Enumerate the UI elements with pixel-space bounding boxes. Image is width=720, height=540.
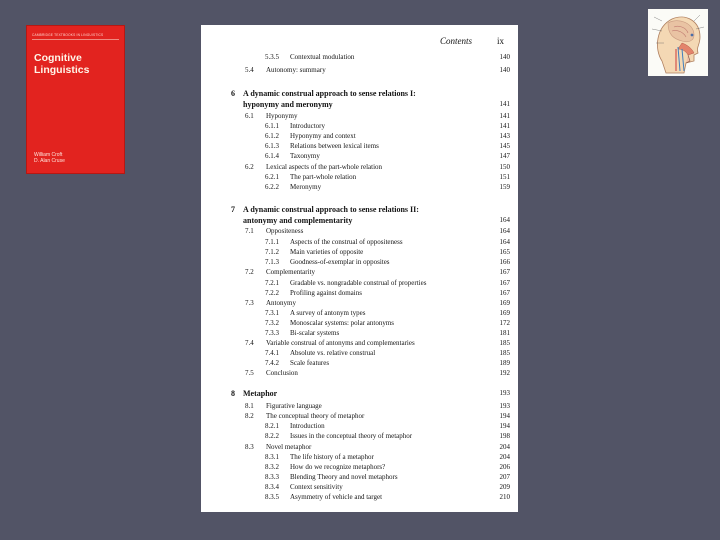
toc-entry-page: 164	[499, 238, 510, 246]
toc-entry-title: How do we recognize metaphors?	[290, 463, 386, 471]
toc-entry-number: 7.4	[245, 339, 254, 347]
toc-entry-title: Introductory	[290, 122, 325, 130]
toc-entry-page: 169	[499, 309, 510, 317]
running-header-page-numeral: ix	[497, 36, 505, 46]
toc-entry-number: 8.2	[245, 412, 254, 420]
toc-entry-title: Relations between lexical items	[290, 142, 379, 150]
toc-entry-number: 6.2	[245, 163, 254, 171]
cover-authors	[34, 152, 65, 164]
toc-entry-page: 194	[499, 422, 510, 430]
toc-entry-number: 8	[231, 389, 235, 398]
book-cover-image	[27, 26, 124, 173]
toc-entry-number: 6.1.4	[265, 152, 279, 160]
toc-entry-title: Issues in the conceptual theory of metaphor	[290, 432, 413, 440]
toc-entry-title: Main varieties of opposite	[290, 248, 364, 256]
toc-entry-title: Hyponymy and context	[290, 132, 356, 140]
toc-entry-title: hyponymy and meronymy	[243, 100, 333, 109]
toc-entry-page: 204	[499, 443, 510, 451]
toc-entry-title: Scale features	[290, 359, 330, 367]
toc-entry-page: 198	[499, 432, 510, 440]
toc-entry-number: 8.3.1	[265, 453, 279, 461]
toc-entry-page: 147	[499, 152, 510, 160]
toc-entry-title: Meronymy	[290, 183, 322, 191]
toc-entry-title: A survey of antonym types	[290, 309, 366, 317]
toc-entry-number: 8.3	[245, 443, 254, 451]
toc-entry-page: 151	[499, 173, 510, 181]
toc-entry-number: 7.3.1	[265, 309, 279, 317]
toc-entry-title: Contextual modulation	[290, 53, 355, 61]
toc-entry-page: 141	[499, 112, 510, 120]
toc-entry-title: Complementarity	[266, 268, 315, 276]
toc-entry-page: 145	[499, 142, 510, 150]
toc-entry-page: 204	[499, 453, 510, 461]
toc-entry-number: 7.5	[245, 369, 254, 377]
toc-entry-page: 209	[499, 483, 510, 491]
toc-entry-title: Blending Theory and novel metaphors	[290, 473, 398, 481]
toc-entry-page: 164	[499, 227, 510, 235]
toc-entry-number: 7.1	[245, 227, 254, 235]
toc-entry-number: 6.2.2	[265, 183, 279, 191]
toc-entry-number: 7.2.1	[265, 279, 279, 287]
toc-entry-number: 5.3.5	[265, 53, 279, 61]
toc-entry-number: 7	[231, 205, 235, 214]
head-anatomy-illustration	[648, 9, 708, 76]
toc-entry-title: Goodness-of-exemplar in opposites	[290, 258, 390, 266]
toc-entry-number: 7.4.2	[265, 359, 279, 367]
toc-entry-number: 8.2.1	[265, 422, 279, 430]
cover-title-line1: Cognitive	[34, 52, 82, 64]
toc-entry-page: 143	[499, 132, 510, 140]
toc-entry-title: Asymmetry of vehicle and target	[290, 493, 383, 501]
toc-entry-page: 140	[499, 66, 510, 74]
toc-entry-number: 6.1.3	[265, 142, 279, 150]
toc-entry-number: 7.2.2	[265, 289, 279, 297]
toc-entry-number: 8.3.3	[265, 473, 279, 481]
toc-entry-title: Bi-scalar systems	[290, 329, 340, 337]
toc-entry-title: Lexical aspects of the part-whole relation	[266, 163, 383, 171]
toc-entry-number: 6	[231, 89, 235, 98]
toc-entry-title: The conceptual theory of metaphor	[266, 412, 365, 420]
toc-entry-number: 5.4	[245, 66, 254, 74]
toc-entry-title: Profiling against domains	[290, 289, 362, 297]
toc-entry-number: 7.3.3	[265, 329, 279, 337]
toc-entry-number: 8.3.2	[265, 463, 279, 471]
toc-entry-number: 6.1	[245, 112, 254, 120]
toc-entry-page: 169	[499, 299, 510, 307]
toc-entry-page: 185	[499, 339, 510, 347]
toc-entry-page: 166	[499, 258, 510, 266]
table-of-contents-page	[201, 25, 518, 512]
toc-entry-page: 167	[499, 279, 510, 287]
toc-entry-page: 167	[499, 289, 510, 297]
toc-entry-number: 7.1.1	[265, 238, 279, 246]
toc-entry-title: Antonymy	[266, 299, 296, 307]
toc-entry-title: Aspects of the construal of oppositeness	[290, 238, 403, 246]
toc-entry-title: A dynamic construal approach to sense relations I:	[243, 89, 416, 98]
toc-entry-page: 185	[499, 349, 510, 357]
toc-entry-number: 6.1.2	[265, 132, 279, 140]
toc-entry-title: Absolute vs. relative construal	[290, 349, 376, 357]
cover-title	[34, 53, 89, 76]
toc-entry-page: 167	[499, 268, 510, 276]
cover-author-2: D. Alan Cruse	[34, 158, 65, 164]
toc-entry-page: 165	[499, 248, 510, 256]
toc-entry-title: Context sensitivity	[290, 483, 343, 491]
toc-entry-title: Figurative language	[266, 402, 322, 410]
toc-entry-title: Metaphor	[243, 389, 278, 398]
toc-entry-page: 141	[499, 122, 510, 130]
toc-entry-title: Variable construal of antonyms and complementaries	[266, 339, 415, 347]
toc-entry-page: 194	[499, 412, 510, 420]
toc-entry-number: 7.3	[245, 299, 254, 307]
toc-entry-title: Oppositeness	[266, 227, 304, 235]
toc-entry-number: 7.2	[245, 268, 254, 276]
toc-entry-number: 7.3.2	[265, 319, 279, 327]
toc-entry-page: 193	[499, 389, 510, 397]
head-anatomy-icon	[648, 9, 708, 76]
toc-entry-title: Novel metaphor	[266, 443, 312, 451]
toc-entry-page: 172	[499, 319, 510, 327]
toc-entry-page: 164	[499, 216, 510, 224]
cover-series-text: CAMBRIDGE TEXTBOOKS IN LINGUISTICS	[32, 33, 104, 37]
toc-entry-title: Hyponymy	[266, 112, 298, 120]
toc-entry-title: A dynamic construal approach to sense relations II:	[243, 205, 419, 214]
toc-entry-number: 7.1.2	[265, 248, 279, 256]
running-header-title: Contents	[440, 36, 473, 46]
toc-entry-number: 8.3.5	[265, 493, 279, 501]
toc-entry-page: 141	[499, 100, 510, 108]
toc-entry-title: The life history of a metaphor	[290, 453, 374, 461]
toc-entry-title: Monoscalar systems: polar antonyms	[290, 319, 395, 327]
toc-entry-page: 159	[499, 183, 510, 191]
toc-entry-page: 207	[499, 473, 510, 481]
toc-entry-title: Introduction	[290, 422, 325, 430]
toc-entry-page: 189	[499, 359, 510, 367]
toc-entry-page: 181	[499, 329, 510, 337]
toc-entry-page: 193	[499, 402, 510, 410]
toc-entry-title: The part-whole relation	[290, 173, 357, 181]
toc-entry-title: Autonomy: summary	[266, 66, 326, 74]
cover-author-1: William Croft	[34, 152, 63, 158]
toc-entry-page: 206	[499, 463, 510, 471]
toc-entry-title: Taxonymy	[290, 152, 320, 160]
toc-entry-number: 6.1.1	[265, 122, 279, 130]
toc-entry-number: 7.4.1	[265, 349, 279, 357]
toc-entry-page: 140	[499, 53, 510, 61]
toc-entry-number: 8.2.2	[265, 432, 279, 440]
toc-entry-page: 210	[499, 493, 510, 501]
toc-entry-number: 8.1	[245, 402, 254, 410]
toc-entry-number: 7.1.3	[265, 258, 279, 266]
toc-entry-number: 6.2.1	[265, 173, 279, 181]
toc-entry-number: 8.3.4	[265, 483, 279, 491]
toc-entry-title: Gradable vs. nongradable construal of properties	[290, 279, 427, 287]
toc-entry-page: 150	[499, 163, 510, 171]
cover-title-line2: Linguistics	[34, 63, 90, 76]
cover-rule	[32, 39, 119, 40]
toc-entry-page: 192	[499, 369, 510, 377]
toc-entry-title: Conclusion	[266, 369, 298, 377]
toc-entry-title: antonymy and complementarity	[243, 216, 353, 225]
